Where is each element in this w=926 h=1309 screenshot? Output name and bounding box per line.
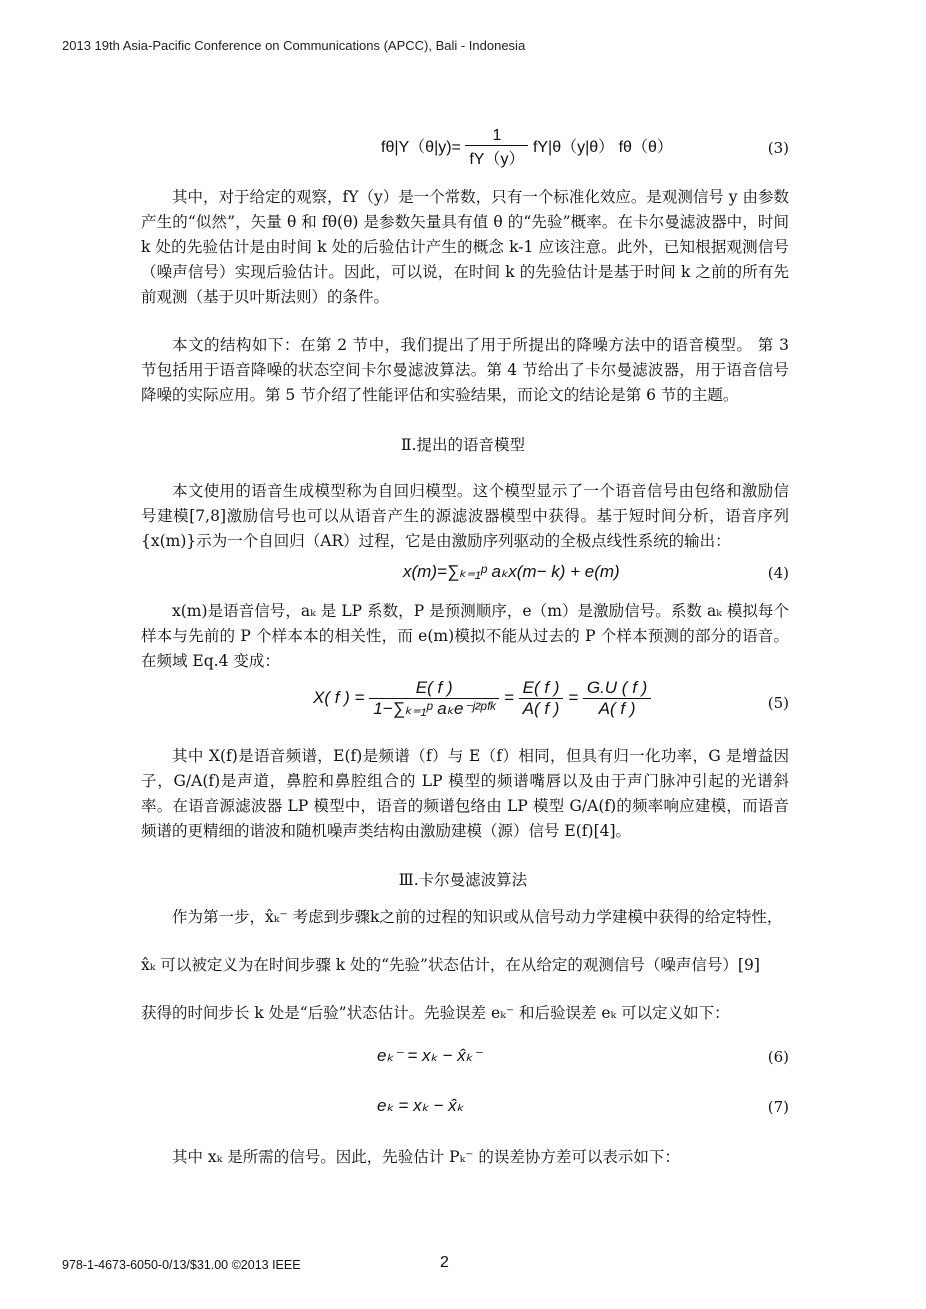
- paragraph-1: [141, 185, 789, 310]
- kalman-line-1: 作为第一步，x̂ₖ⁻ 考虑到步骤k之前的过程的知识或从信号动力学建模中获得的给定特性，: [172, 908, 783, 926]
- eq5-numerator-3: G.U ( f ): [583, 678, 651, 699]
- eq3-denominator: fY（y）: [469, 151, 525, 168]
- equation-4: [141, 560, 789, 590]
- eq4-number: (4): [767, 564, 789, 582]
- paragraph-3: [141, 479, 789, 554]
- eq5-numerator-1: E( f ): [369, 678, 499, 699]
- paragraph-4: [141, 599, 789, 674]
- footer-copyright: 978-1-4673-6050-0/13/$31.00 ©2013 IEEE: [62, 1258, 301, 1272]
- paragraph-3-text: 本文使用的语音生成模型称为自回归模型。这个模型显示了一个语音信号由包络和激励信号建模[7,8]激励信号也可以从语音产生的源滤波器模型中获得。基于短时间分析，语音序列{x(m)}示为一个自回归（AR）过程，它是由激励序列驱动的全极点线性系统的输出：: [141, 482, 789, 550]
- eq3-rhs: fY|θ（y|θ） fθ（θ）: [532, 139, 673, 157]
- eq5-number: (5): [767, 694, 789, 712]
- eq7-formula: eₖ = xₖ − x̂ₖ: [377, 1096, 464, 1115]
- eq6-number: (6): [767, 1048, 789, 1066]
- eq3-numerator: 1: [465, 127, 528, 146]
- paragraph-1-text: 其中，对于给定的观察，fY（y）是一个常数，只有一个标准化效应。是观测信号 y 由参数产生的“似然”，矢量 θ 和 fθ(θ) 是参数矢量具有值 θ 的“先验”概率。在卡尔曼滤波器中，时间 k 处的先验估计是由时间 k 处的后验估计产生的概念 k-1 应该注意。此外，已知根据观测信号（噪声信号）实现后验估计。因此，可以说，在时间 k 的先验估计是基于时间 k 之前的所有先前观测（基于贝叶斯法则）的条件。: [141, 188, 789, 306]
- eq4-formula: x(m)=∑ₖ₌₁ᵖ aₖx(m− k) + e(m): [403, 562, 620, 581]
- conference-header: 2013 19th Asia-Pacific Conference on Communications (APCC), Bali - Indonesia: [62, 38, 526, 53]
- eq6-formula: eₖ⁻ = xₖ − x̂ₖ⁻: [377, 1046, 482, 1065]
- eq5-denominator-1: 1−∑ₖ₌₁ᵖ aₖe⁻ʲ²ᵖᶠᵏ: [373, 699, 496, 718]
- eq5-denominator-3: A( f ): [598, 699, 636, 718]
- eq3-number: (3): [767, 139, 789, 157]
- section-3-title: Ⅲ.卡尔曼滤波算法: [398, 871, 528, 889]
- eq5-numerator-2: E( f ): [519, 678, 564, 699]
- equation-3: [141, 123, 789, 173]
- eq5-lhs: X( f ) =: [313, 687, 365, 707]
- eq5-denominator-2: A( f ): [522, 699, 560, 718]
- paragraph-5: [141, 744, 789, 844]
- paragraph-2-text: 本文的结构如下：在第 2 节中，我们提出了用于所提出的降噪方法中的语音模型。 第 3 节包括用于语音降噪的状态空间卡尔曼滤波算法。第 4 节给出了卡尔曼滤波器，用于语音信号降噪的实际应用。第 5 节介绍了性能评估和实验结果，而论文的结论是第 6 节的主题。: [141, 336, 789, 404]
- eq7-number: (7): [767, 1098, 789, 1116]
- section-2-title: Ⅱ.提出的语音模型: [401, 436, 525, 454]
- equation-7: [141, 1096, 789, 1124]
- equation-5: X( f ) = $\frac{E( f )}{\text{1−∑ₖ₌₁ᵖ aₖe⁻ʲ²ᵖᶠᵏ}}$ = $\frac{E( f )}{A( f )}$ = $\frac{G.U ( f )}{A( f )}$ (5): [313, 678, 789, 718]
- kalman-line-3: 获得的时间步长 k 处是“后验”状态估计。先验误差 eₖ⁻ 和后验误差 eₖ 可以定义如下：: [141, 1004, 730, 1022]
- kalman-line-2: x̂ₖ 可以被定义为在时间步骤 k 处的“先验”状态估计，在从给定的观测信号（噪声信号）[9]: [141, 956, 760, 974]
- page-number: 2: [440, 1254, 449, 1271]
- paragraph-4-text: x(m)是语音信号，aₖ 是 LP 系数，P 是预测顺序，e（m）是激励信号。系数 aₖ 模拟每个样本与先前的 P 个样本本的相关性，而 e(m)模拟不能从过去的 P 个样本预测的部分的语音。在频域 Eq.4 变成：: [141, 602, 789, 670]
- eq3-lhs: fθ|Y（θ|y)=: [381, 139, 461, 157]
- equation-6: [141, 1046, 789, 1074]
- paragraph-5-text: 其中 X(f)是语音频谱，E(f)是频谱（f）与 E（f）相同，但具有归一化功率，G 是增益因子，G/A(f)是声道，鼻腔和鼻腔组合的 LP 模型的频谱嘴唇以及由于声门脉冲引起的光谱斜率。在语音源滤波器 LP 模型中，语音的频谱包络由 LP 模型 G/A(f)的频率响应建模，而语音频谱的更精细的谐波和随机噪声类结构由激励建模（源）信号 E(f)[4]。: [141, 747, 789, 840]
- kalman-line-4: 其中 xₖ 是所需的信号。因此，先验估计 Pₖ⁻ 的误差协方差可以表示如下：: [172, 1148, 680, 1166]
- paragraph-2: [141, 333, 789, 408]
